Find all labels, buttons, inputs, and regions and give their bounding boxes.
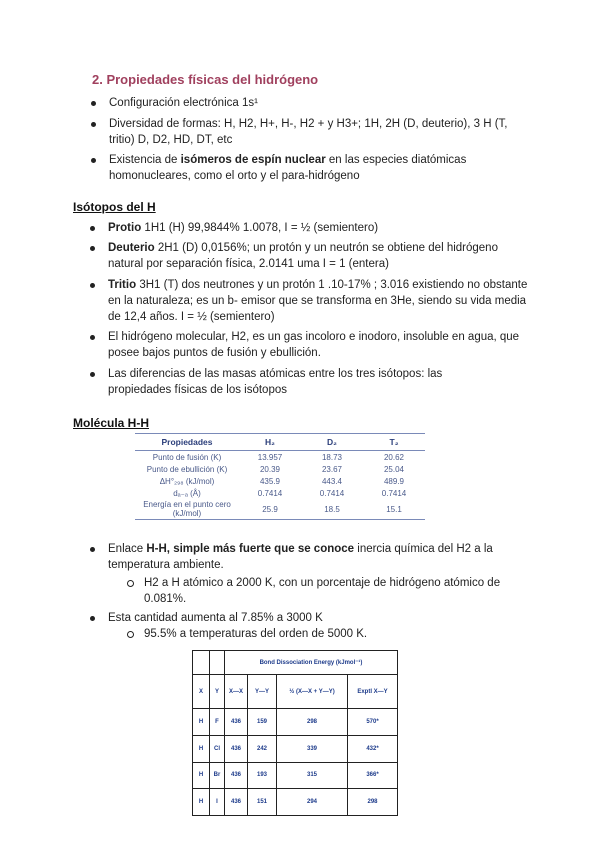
bullet-text: Esta cantidad aumenta al 7.85% a 3000 K bbox=[108, 612, 323, 624]
table-row bbox=[193, 735, 398, 762]
table-cell: 13.957 bbox=[257, 452, 283, 462]
table-cell: 15.1 bbox=[363, 499, 425, 520]
bullet-bold: Deuterio bbox=[108, 242, 155, 254]
bullet-text: Las diferencias de las masas atómicas entre los tres isótopos: las propiedades físicas de los isótopos bbox=[108, 368, 443, 396]
table-cell: 435.9 bbox=[259, 476, 281, 486]
table-cell: H bbox=[193, 789, 210, 816]
bullet-dot bbox=[90, 372, 95, 377]
bullet-bold: Tritio bbox=[108, 279, 137, 291]
bullet-dot bbox=[90, 283, 95, 288]
subbullet-5000k bbox=[144, 626, 529, 642]
isotopes-title: Isótopos del H bbox=[73, 200, 156, 214]
bullet-dot bbox=[90, 335, 95, 340]
table-row bbox=[135, 475, 425, 487]
table-cell: 151 bbox=[248, 789, 277, 816]
bullet-dot bbox=[90, 547, 95, 552]
table-cell: 436 bbox=[225, 762, 248, 789]
table-header: ½ (X—X + Y—Y) bbox=[277, 675, 348, 709]
table-cell: ΔH°₂₉₈ (kJ/mol) bbox=[159, 476, 215, 486]
table-cell: 436 bbox=[225, 709, 248, 736]
table-row bbox=[135, 451, 425, 464]
table-cell: 294 bbox=[277, 789, 348, 816]
bullet-circle bbox=[127, 580, 134, 587]
bullet-dot bbox=[91, 122, 96, 127]
bullet-circle bbox=[127, 631, 134, 638]
bond-dissociation-table bbox=[192, 650, 398, 816]
table-header: X bbox=[193, 675, 210, 709]
bullet-text: 1H1 (H) 99,9844% 1.0078, I = ½ (semientero) bbox=[141, 222, 379, 234]
table-cell: 315 bbox=[277, 762, 348, 789]
table-header: T₂ bbox=[363, 434, 425, 451]
table-header: Exptl X—Y bbox=[348, 675, 398, 709]
table-cell: Punto de fusión (K) bbox=[152, 452, 222, 462]
bullet-deuterio bbox=[108, 240, 528, 272]
table-cell: 20.39 bbox=[259, 464, 281, 474]
table-cell: 20.62 bbox=[383, 452, 405, 462]
bullet-tritio bbox=[108, 277, 528, 325]
table-cell: 242 bbox=[248, 735, 277, 762]
table-cell: 0.7414 bbox=[319, 488, 345, 498]
bullet-dot bbox=[90, 616, 95, 621]
table-cell: 23.67 bbox=[321, 464, 343, 474]
bullet-dot bbox=[90, 226, 95, 231]
table-header: Y bbox=[210, 675, 225, 709]
table-cell: I bbox=[210, 789, 225, 816]
bullet-spin-isomers bbox=[109, 152, 504, 184]
table-row bbox=[135, 487, 425, 499]
bullet-text: Configuración electrónica 1s¹ bbox=[109, 97, 258, 109]
table-cell: 0.7414 bbox=[257, 488, 283, 498]
table-cell: H bbox=[193, 709, 210, 736]
bullet-text: 2H1 (D) 0,0156%; un protón y un neutrón se obtiene del hidrógeno natural por separación física, 2.0141 uma I = 1 (entera) bbox=[108, 242, 498, 270]
bullet-dot bbox=[91, 101, 96, 106]
bullet-molecular-h2 bbox=[108, 329, 523, 361]
bullet-text: El hidrógeno molecular, H2, es un gas incoloro e inodoro, insoluble en agua, que posee bajos puntos de fusión y ebullición. bbox=[108, 331, 520, 359]
table-header-row bbox=[193, 675, 398, 709]
table-cell: 298 bbox=[277, 709, 348, 736]
table-header: Y—Y bbox=[248, 675, 277, 709]
table-cell: 570* bbox=[348, 709, 398, 736]
bullet-protio bbox=[108, 220, 528, 236]
table-header: Propiedades bbox=[135, 434, 239, 451]
subbullet-atomic-2000k bbox=[144, 575, 529, 607]
bullet-text: Enlace bbox=[108, 543, 147, 555]
table-header: D₂ bbox=[301, 434, 363, 451]
table-cell: 0.7414 bbox=[381, 488, 407, 498]
table-title: Bond Dissociation Energy (kJmol⁻¹) bbox=[225, 651, 398, 675]
section-heading: 2. Propiedades físicas del hidrógeno bbox=[92, 72, 319, 87]
table-row bbox=[135, 463, 425, 475]
bullet-text: Existencia de bbox=[109, 154, 181, 166]
table-cell: 25.9 bbox=[239, 499, 301, 520]
table-cell: 193 bbox=[248, 762, 277, 789]
table-cell: 432* bbox=[348, 735, 398, 762]
table-row bbox=[193, 709, 398, 736]
molecule-title: Molécula H-H bbox=[73, 416, 150, 430]
bullet-text: 3H1 (T) dos neutrones y un protón 1 .10-17% ; 3.016 existiendo no obstante en la naturaleza; es un b- emisor que se transforma en 3He, siendo su vida media de 12,4 años. I = ½ (semientero) bbox=[108, 279, 528, 323]
bullet-configuration bbox=[109, 95, 529, 111]
table-header-row bbox=[135, 434, 425, 451]
table-cell: 436 bbox=[225, 735, 248, 762]
bullet-bold: H-H, simple más fuerte que se conoce bbox=[146, 543, 355, 555]
table-cell: H bbox=[193, 762, 210, 789]
table-cell: 25.04 bbox=[383, 464, 405, 474]
bullet-forms bbox=[109, 116, 529, 148]
table-cell: 366* bbox=[348, 762, 398, 789]
bullet-text: Diversidad de formas: H, H2, H+, H-, H2 + y H3+; 1H, 2H (D, deuterio), 3 H (T, tritio) D, D2, HD, DT, etc bbox=[109, 118, 508, 146]
table-cell: 339 bbox=[277, 735, 348, 762]
table-row bbox=[193, 789, 398, 816]
table-cell: 489.9 bbox=[383, 476, 405, 486]
bullet-bond-hh bbox=[108, 541, 528, 573]
bullet-dot bbox=[90, 246, 95, 251]
table-header: H₂ bbox=[239, 434, 301, 451]
table-row bbox=[135, 499, 425, 520]
table-cell: dₐ₋ₐ (Å) bbox=[173, 488, 201, 498]
bullet-bold: Protio bbox=[108, 222, 142, 234]
table-cell: Cl bbox=[210, 735, 225, 762]
table-cell: 18.73 bbox=[321, 452, 343, 462]
table-cell: 443.4 bbox=[321, 476, 343, 486]
table-title-row bbox=[193, 651, 398, 675]
table-cell: H bbox=[193, 735, 210, 762]
table-header: X—X bbox=[225, 675, 248, 709]
bullet-text: en las especies diatómicas homonucleares, como el orto y el para-hidrógeno bbox=[109, 154, 467, 182]
table-cell: Energía en el punto cero (kJ/mol) bbox=[135, 499, 239, 520]
bullet-text: H2 a H atómico a 2000 K, con un porcentaje de hidrógeno atómico de 0.081%. bbox=[144, 577, 501, 605]
table-row bbox=[193, 762, 398, 789]
bullet-bold: isómeros de espín nuclear bbox=[180, 154, 326, 166]
bullet-text: inercia química del H2 a la temperatura ambiente. bbox=[108, 543, 493, 571]
table-cell: 159 bbox=[248, 709, 277, 736]
bullet-3000k bbox=[108, 610, 528, 626]
table-cell: 436 bbox=[225, 789, 248, 816]
bullet-dot bbox=[91, 158, 96, 163]
table-cell: F bbox=[210, 709, 225, 736]
table-cell: 18.5 bbox=[301, 499, 363, 520]
isotope-properties-table bbox=[135, 433, 425, 520]
bullet-text: 95.5% a temperaturas del orden de 5000 K. bbox=[144, 628, 368, 640]
table-cell: 298 bbox=[348, 789, 398, 816]
bullet-mass-differences bbox=[108, 366, 488, 398]
table-cell: Br bbox=[210, 762, 225, 789]
table-cell: Punto de ebullición (K) bbox=[146, 464, 228, 474]
